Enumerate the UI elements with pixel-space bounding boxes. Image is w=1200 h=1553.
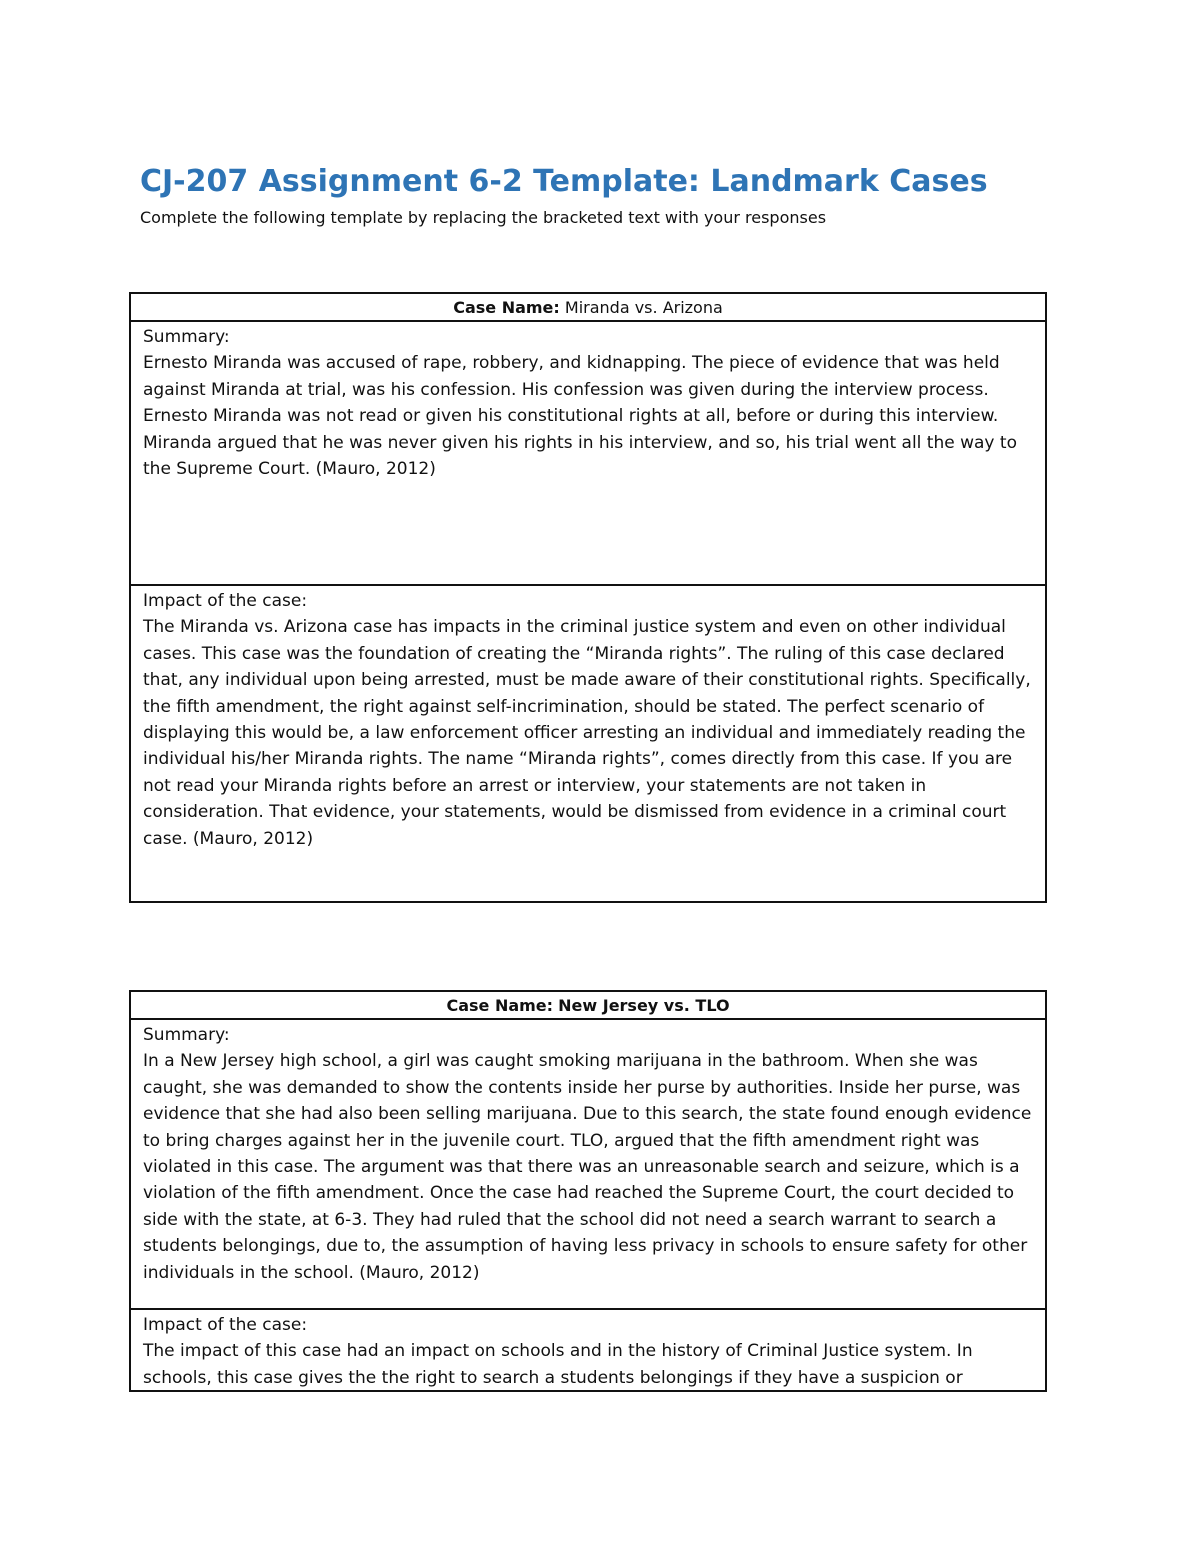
case-table-miranda <box>129 292 1047 903</box>
summary-label: Summary: <box>143 327 230 347</box>
impact-text: The impact of this case had an impact on schools and in the history of Criminal Justice system. In schools, this case gives the the right to search a students belongings if they have a suspicion or <box>143 1341 973 1388</box>
impact-label: Impact of the case: <box>143 591 308 611</box>
summary-cell[interactable] <box>131 1020 1045 1310</box>
summary-text: Ernesto Miranda was accused of rape, robbery, and kidnapping. The piece of evidence that was held against Miranda at trial, was his confession. His confession was given during the interview process. Ernesto Miranda was not read or given his constitutional rights at all, before or during this interview. Miranda argued that he was never given his rights in his interview, and so, his trial went all the way to the Supreme Court. (Mauro, 2012) <box>143 353 1017 480</box>
impact-cell[interactable] <box>131 586 1045 901</box>
case-name-header <box>131 992 1045 1020</box>
case-name-label: Case Name: <box>453 298 560 317</box>
case-table-new-jersey-tlo <box>129 990 1047 1392</box>
case-name-label: Case Name: <box>446 996 554 1015</box>
impact-text: The Miranda vs. Arizona case has impacts in the criminal justice system and even on other individual cases. This case was the foundation of creating the “Miranda rights”. The ruling of this case declared that, any individual upon being arrested, must be made aware of their constitutional rights. Specifically, the fifth amendment, the right against self-incrimination, should be stated. The perfect scenario of displaying this would be, a law enforcement officer arresting an individual and immediately reading the individual his/her Miranda rights. The name “Miranda rights”, comes directly from this case. If you are not read your Miranda rights before an arrest or interview, your statements are not taken in consideration. That evidence, your statements, would be dismissed from evidence in a criminal court case. (Mauro, 2012) <box>143 617 1031 849</box>
summary-label: Summary: <box>143 1025 230 1045</box>
case-name-value: New Jersey vs. TLO <box>558 996 730 1015</box>
page-title: CJ-207 Assignment 6-2 Template: Landmark Cases <box>140 164 988 199</box>
summary-text: In a New Jersey high school, a girl was caught smoking marijuana in the bathroom. When she was caught, she was demanded to show the contents inside her purse by authorities. Inside her purse, was evidence that she had also been selling marijuana. Due to this search, the state found enough evidence to bring charges against her in the juvenile court. TLO, argued that the fifth amendment right was violated in this case. The argument was that there was an unreasonable search and seizure, which is a violation of the fifth amendment. Once the case had reached the Supreme Court, the court decided to side with the state, at 6-3. They had ruled that the school did not need a search warrant to search a students belongings, due to, the assumption of having less privacy in schools to ensure safety for other individuals in the school. (Mauro, 2012) <box>143 1051 1032 1283</box>
summary-cell[interactable] <box>131 322 1045 586</box>
impact-label: Impact of the case: <box>143 1315 308 1335</box>
case-name-header <box>131 294 1045 322</box>
impact-cell[interactable] <box>131 1310 1045 1390</box>
case-name-value: Miranda vs. Arizona <box>564 298 723 317</box>
page-subtitle: Complete the following template by replacing the bracketed text with your responses <box>140 208 827 227</box>
